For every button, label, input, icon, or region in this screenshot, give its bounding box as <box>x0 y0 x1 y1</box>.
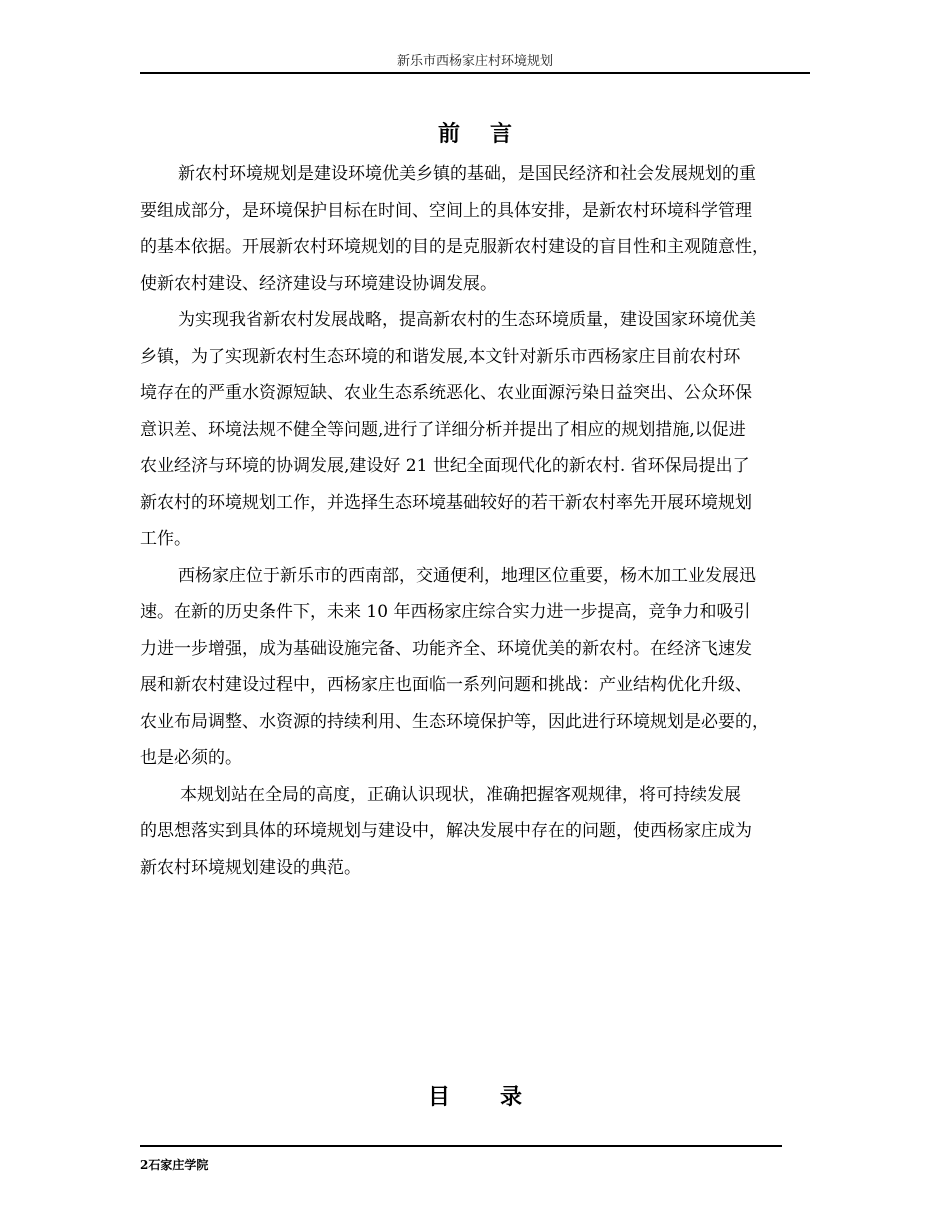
preface-body <box>140 162 822 892</box>
preface-heading <box>0 121 950 147</box>
toc-heading-char-1: 目 <box>427 1084 450 1110</box>
toc-heading-char-2: 录 <box>500 1084 523 1110</box>
paragraph-line: 境存在的严重水资源短缺、农业生态系统恶化、农业面源污染日益突出、公众环保 <box>140 383 752 403</box>
paragraph-line: 也是必须的。 <box>140 748 242 768</box>
preface-heading-char-1: 前 <box>437 121 460 147</box>
paragraph-line: 新农村环境规划是建设环境优美乡镇的基础，是国民经济和社会发展规划的重 <box>178 164 756 184</box>
paragraph-line: 新农村环境规划建设的典范。 <box>140 857 361 878</box>
preface-heading-char-2: 言 <box>490 121 513 147</box>
toc-heading <box>0 1084 950 1110</box>
paragraph-line: 本规划站在全局的高度，正确认识现状，准确把握客观规律，将可持续发展 <box>180 784 741 805</box>
header-divider <box>140 72 810 74</box>
paragraph-4 <box>140 783 822 893</box>
paragraph-line: 新农村的环境规划工作，并选择生态环境基础较好的若干新农村率先开展环境规划 <box>140 492 752 513</box>
paragraph-line: 意识差、环境法规不健全等问题,进行了详细分析并提出了相应的规划措施,以促进 <box>140 419 746 440</box>
page-header-title: 新乐市西杨家庄村环境规划 <box>396 54 553 69</box>
paragraph-line: 农业经济与环境的协调发展,建设好 21 世纪全面现代化的新农村. 省环保局提出了 <box>140 456 750 476</box>
footer-divider <box>140 1145 782 1147</box>
paragraph-1 <box>140 162 822 308</box>
paragraph-line: 力进一步增强，成为基础设施完备、功能齐全、环境优美的新农村。在经济飞速发 <box>140 638 752 659</box>
paragraph-line: 展和新农村建设过程中，西杨家庄也面临一系列问题和挑战：产业结构优化升级、 <box>140 675 752 695</box>
paragraph-line: 西杨家庄位于新乐市的西南部，交通便利，地理区位重要，杨木加工业发展迅 <box>178 565 756 586</box>
page-footer: 2石家庄学院 <box>140 1158 209 1172</box>
paragraph-line: 速。在新的历史条件下，未来 10 年西杨家庄综合实力进一步提高，竞争力和吸引 <box>140 602 751 622</box>
paragraph-line: 的基本依据。开展新农村环境规划的目的是克服新农村建设的盲目性和主观随意性， <box>140 237 769 257</box>
paragraph-line: 使新农村建设、经济建设与环境建设协调发展。 <box>140 273 497 294</box>
paragraph-3 <box>140 564 822 783</box>
paragraph-line: 工作。 <box>140 529 191 549</box>
paragraph-line: 乡镇，为了实现新农村生态环境的和谐发展,本文针对新乐市西杨家庄目前农村环 <box>140 346 741 367</box>
paragraph-line: 要组成部分，是环境保护目标在时间、空间上的具体安排，是新农村环境科学管理 <box>140 200 752 221</box>
paragraph-line: 的思想落实到具体的环境规划与建设中，解决发展中存在的问题，使西杨家庄成为 <box>140 821 752 841</box>
paragraph-2 <box>140 308 822 564</box>
paragraph-line: 农业布局调整、水资源的持续利用、生态环境保护等，因此进行环境规划是必要的， <box>140 711 769 732</box>
paragraph-line: 为实现我省新农村发展战略，提高新农村的生态环境质量，建设国家环境优美 <box>178 310 756 330</box>
